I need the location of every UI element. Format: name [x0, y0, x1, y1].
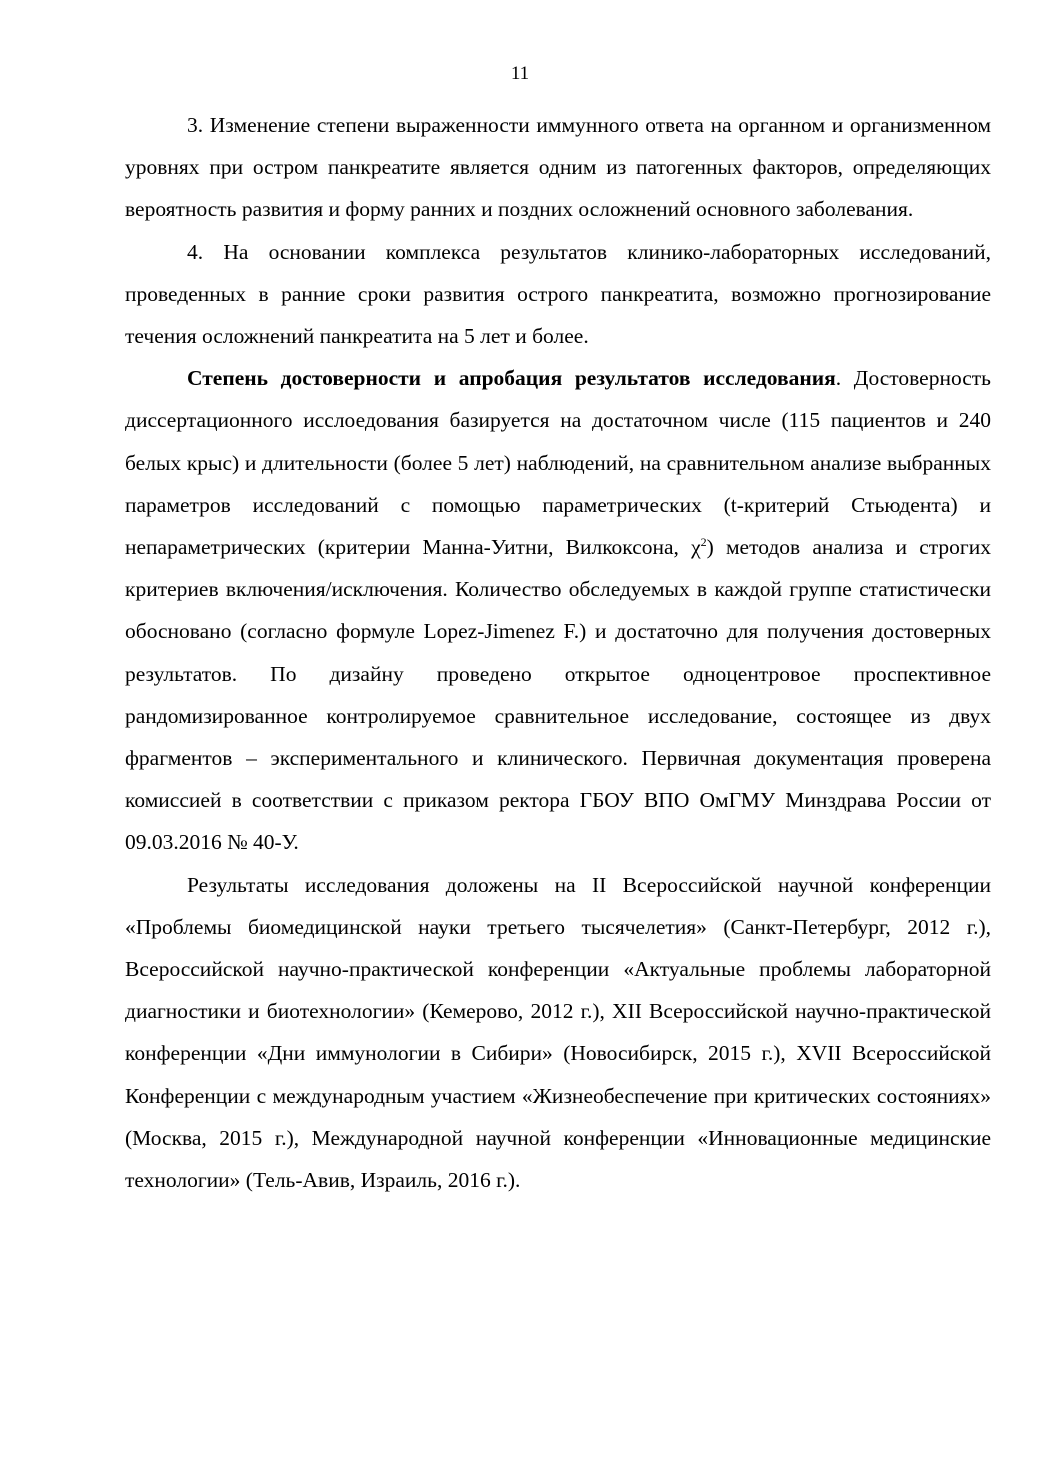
- reliability-text-part1: Достоверность диссертационного исслоедования базируется на достаточном числе (115 пациентов и 240 белых крыс) и длительности (более 5 лет) наблюдений, на сравнительном анализе выбранных параметров исследований с помощью параметрических (t-критерий Стьюдента) и непараметрических (критерии Манна-Уитни, Вилкоксона, χ: [125, 366, 991, 560]
- page-number: 11: [510, 63, 530, 84]
- document-body: [125, 104, 991, 1201]
- chi-square-superscript: 2: [700, 534, 707, 549]
- reliability-text-part2: ) методов анализа и строгих критериев включения/исключения. Количество обследуемых в каждой группе статистически обосновано (согласно формуле Lopez-Jimenez F.) и достаточно для получения достоверных результатов. По дизайну проведено открытое одноцентровое проспективное рандомизированное контролируемое сравнительное исследование, состоящее из двух фрагментов – экспериментального и клинического. Первичная документация проверена комиссией в соответствии с приказом ректора ГБОУ ВПО ОмГМУ Минздрава России от 09.03.2016 № 40-У.: [125, 535, 991, 855]
- section-heading: Степень достоверности и апробация результатов исследования: [187, 366, 836, 391]
- paragraph-conclusion-3: 3. Изменение степени выраженности иммунного ответа на органном и организменном уровнях при остром панкреатите является одним из патогенных факторов, определяющих вероятность развития и форму ранних и поздних осложнений основного заболевания.: [125, 113, 991, 222]
- paragraph-reliability: [125, 357, 991, 863]
- paragraph-results-presentation: Результаты исследования доложены на II Всероссийской научной конференции «Проблемы биомедицинской науки третьего тысячелетия» (Санкт-Петербург, 2012 г.), Всероссийской научно-практической конференции «Актуальные проблемы лабораторной диагностики и биотехнологии» (Кемерово, 2012 г.), XII Всероссийской научно-практической конференции «Дни иммунологии в Сибири» (Новосибирск, 2015 г.), XVII Всероссийской Конференции с международным участием «Жизнеобеспечение при критических состояниях» (Москва, 2015 г.), Международной научной конференции «Инновационные медицинские технологии» (Тель-Авив, Израиль, 2016 г.).: [125, 872, 991, 1193]
- paragraph-conclusion-4: 4. На основании комплекса результатов клинико-лабораторных исследований, проведенных в ранние сроки развития острого панкреатита, возможно прогнозирование течения осложнений панкреатита на 5 лет и более.: [125, 239, 991, 349]
- heading-period: .: [835, 366, 842, 391]
